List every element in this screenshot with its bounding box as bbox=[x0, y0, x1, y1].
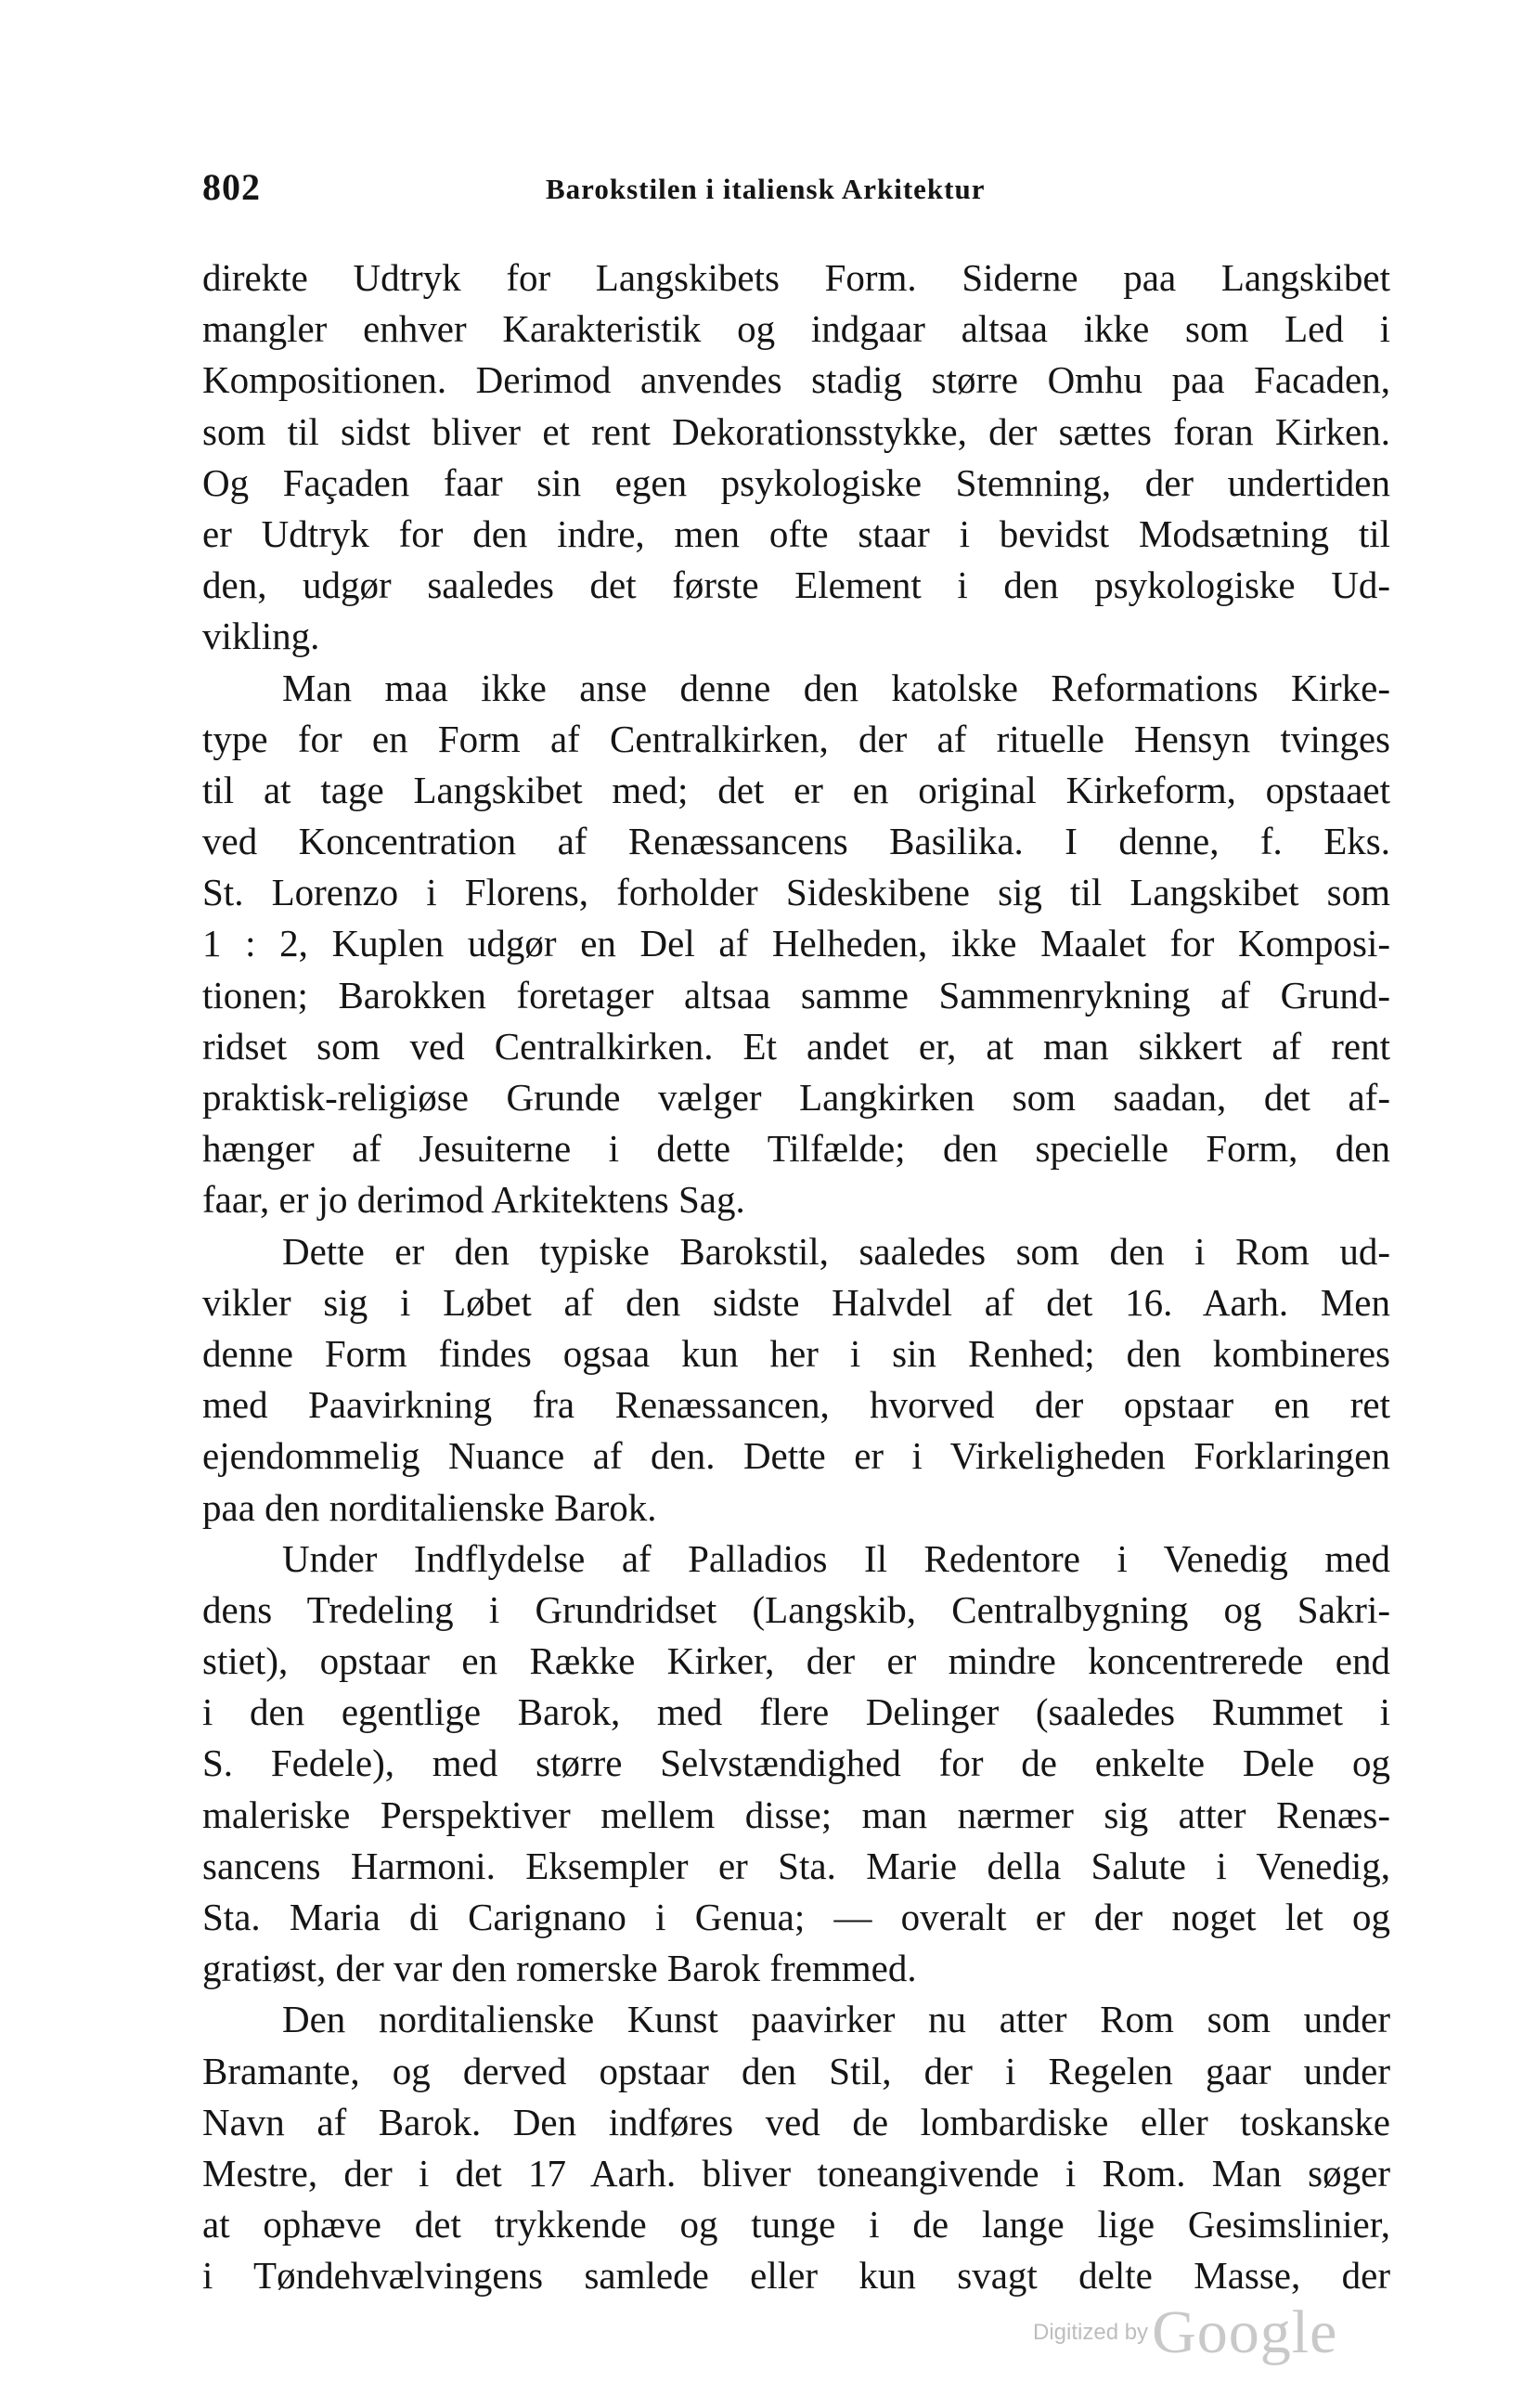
text-line: er Udtryk for den indre, men ofte staar i bevidst Modsætning til bbox=[202, 511, 1390, 555]
text-line: som til sidst bliver et rent Dekorationsstykke, der sættes foran Kirken. bbox=[202, 409, 1390, 453]
text-line: mangler enhver Karakteristik og indgaar altsaa ikke som Led i bbox=[202, 307, 1390, 351]
text-line: ejendommelig Nuance af den. Dette er i Virkeligheden Forklaringen bbox=[202, 1434, 1390, 1478]
running-title: Barokstilen i italiensk Arkitektur bbox=[546, 173, 986, 205]
text-line: denne Form findes ogsaa kun her i sin Renhed; den kombineres bbox=[202, 1331, 1390, 1375]
text-line: med Paavirkning fra Renæssancen, hvorved der opstaar en ret bbox=[202, 1383, 1390, 1427]
digitized-watermark bbox=[1033, 2298, 1337, 2372]
text-line: vikler sig i Løbet af den sidste Halvdel af det 16. Aarh. Men bbox=[202, 1280, 1390, 1324]
page-header bbox=[202, 165, 1390, 221]
text-line: maleriske Perspektiver mellem disse; man nærmer sig atter Renæs- bbox=[202, 1793, 1390, 1836]
text-line: ridset som ved Centralkirken. Et andet er, at man sikkert af rent bbox=[202, 1024, 1390, 1068]
text-line: faar, er jo derimod Arkitektens Sag. bbox=[202, 1178, 745, 1222]
text-line: hænger af Jesuiterne i dette Tilfælde; den specielle Form, den bbox=[202, 1127, 1390, 1171]
text-line: stiet), opstaar en Række Kirker, der er mindre koncentrerede end bbox=[202, 1639, 1390, 1683]
text-line: dens Tredeling i Grundridset (Langskib, Centralbygning og Sakri- bbox=[202, 1587, 1390, 1631]
text-line: Og Façaden faar sin egen psykologiske Stemning, der undertiden bbox=[202, 460, 1390, 504]
text-line: Under Indflydelse af Palladios Il Redentore i Venedig med bbox=[282, 1536, 1390, 1580]
text-line: St. Lorenzo i Florens, forholder Sideskibene sig til Langskibet som bbox=[202, 871, 1390, 914]
page-number: 802 bbox=[202, 166, 261, 208]
text-line: Dette er den typiske Barokstil, saaledes som den i Rom ud- bbox=[282, 1229, 1390, 1273]
text-line: Den norditalienske Kunst paavirker nu atter Rom som under bbox=[282, 1998, 1390, 2041]
text-line: 1 : 2, Kuplen udgør en Del af Helheden, ikke Maalet for Komposi- bbox=[202, 922, 1390, 965]
text-line: i den egentlige Barok, med flere Delinger (saaledes Rummet i bbox=[202, 1690, 1390, 1734]
digitized-by-text: Digitized by bbox=[1033, 2320, 1149, 2345]
google-logo: Google bbox=[1152, 2298, 1338, 2366]
text-line: S. Fedele), med større Selvstændighed for de enkelte Dele og bbox=[202, 1741, 1390, 1785]
text-line: type for en Form af Centralkirken, der af rituelle Hensyn tvinges bbox=[202, 717, 1390, 760]
text-line: praktisk-religiøse Grunde vælger Langkirken som saadan, det af- bbox=[202, 1076, 1390, 1119]
text-line: at ophæve det trykkende og tunge i de lange lige Gesimslinier, bbox=[202, 2203, 1390, 2246]
text-line: i Tøndehvælvingens samlede eller kun svagt delte Masse, der bbox=[202, 2254, 1390, 2298]
text-line: til at tage Langskibet med; det er en original Kirkeform, opstaaet bbox=[202, 768, 1390, 811]
body-text bbox=[202, 252, 1390, 2302]
text-line: tionen; Barokken foretager altsaa samme Sammenrykning af Grund- bbox=[202, 973, 1390, 1016]
text-line: Bramante, og derved opstaar den Stil, der i Regelen gaar under bbox=[202, 2049, 1390, 2092]
text-line: Kompositionen. Derimod anvendes stadig større Omhu paa Facaden, bbox=[202, 358, 1390, 402]
text-line: gratiøst, der var den romerske Barok fremmed. bbox=[202, 1947, 917, 1990]
text-line: direkte Udtryk for Langskibets Form. Siderne paa Langskibet bbox=[202, 256, 1390, 299]
text-line: den, udgør saaledes det første Element i den psykologiske Ud- bbox=[202, 563, 1390, 607]
text-line: Sta. Maria di Carignano i Genua; — overalt er der noget let og bbox=[202, 1896, 1390, 1938]
text-line: ved Koncentration af Renæssancens Basilika. I denne, f. Eks. bbox=[202, 820, 1390, 863]
text-line: Man maa ikke anse denne den katolske Reformations Kirke- bbox=[282, 666, 1390, 709]
text-line: vikling. bbox=[202, 615, 320, 658]
text-line: Mestre, der i det 17 Aarh. bliver toneangivende i Rom. Man søger bbox=[202, 2151, 1390, 2194]
text-line: paa den norditalienske Barok. bbox=[202, 1485, 657, 1529]
text-line: sancens Harmoni. Eksempler er Sta. Marie della Salute i Venedig, bbox=[202, 1844, 1390, 1887]
text-line: Navn af Barok. Den indføres ved de lombardiske eller toskanske bbox=[202, 2100, 1390, 2143]
